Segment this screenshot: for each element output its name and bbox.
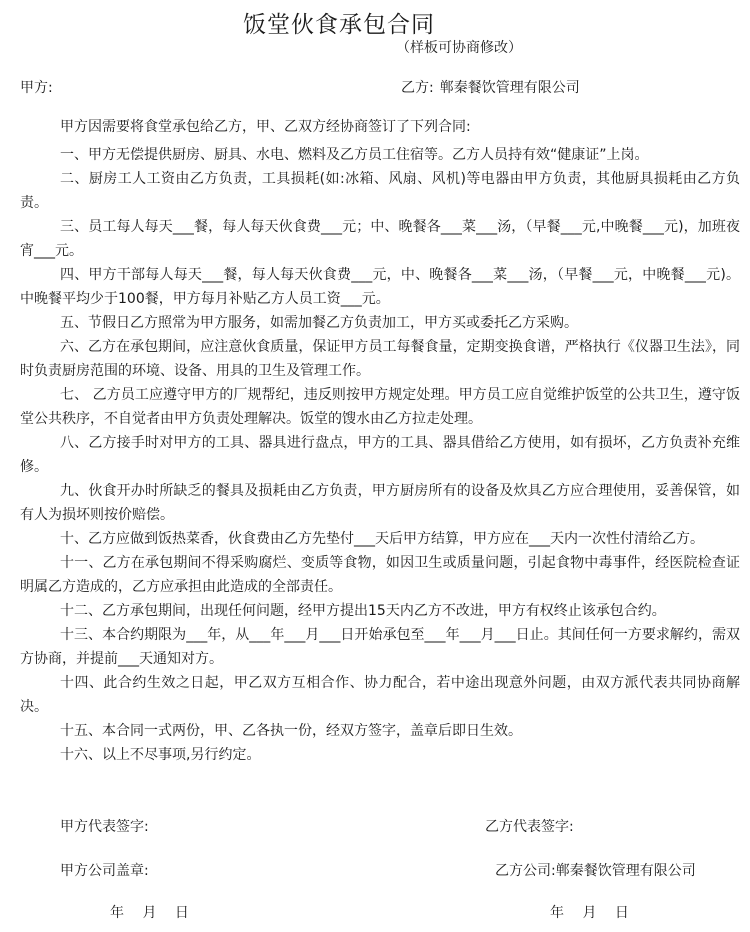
clause-14: 十四、此合约生效之日起，甲乙双方互相合作、协力配合，若中途出现意外问题，由双方派代表共同协商解决。 [20,675,740,715]
clause-15: 十五、本合同一式两份，甲、乙各执一份，经双方签字，盖章后即日生效。 [60,723,522,739]
clause-3: 三、员工每人每天___餐，每人每天伙食费___元；中、晚餐各___菜___汤，（早餐___元,中晚餐___元)，加班夜宵___元。 [20,219,740,259]
clause-10: 十、乙方应做到饭热菜香，伙食费由乙方先垫付___天后甲方结算，甲方应在___天内一次性付清给乙方。 [60,531,704,547]
contract-body [20,115,740,767]
clause-8: 八、乙方接手时对甲方的工具、器具进行盘点，甲方的工具、器具借给乙方使用，如有损坏，乙方负责补充维修。 [20,435,740,475]
party-b-company: 乙方公司:郸秦餐饮管理有限公司 [495,863,696,879]
contract-title [0,6,750,39]
clause-1: 一、甲方无偿提供厨房、厨具、水电、燃料及乙方员工住宿等。乙方人员持有效“健康证”上岗。 [60,147,649,163]
party-b-label: 乙方: [401,80,434,96]
contract-intro: 甲方因需要将食堂承包给乙方，甲、乙双方经协商签订了下列合同: [60,119,471,135]
party-a-company-seal: 甲方公司盖章: [60,863,149,879]
clause-5: 五、节假日乙方照常为甲方服务，如需加餐乙方负责加工，甲方买或委托乙方采购。 [60,315,578,331]
contract-subtitle: （样板可协商修改） [396,40,522,56]
party-b-name: 郸秦餐饮管理有限公司 [439,80,580,96]
party-a-date: 年 月 日 [110,905,189,921]
party-b [401,77,580,97]
clause-7: 七、 乙方员工应遵守甲方的厂规帮纪，违反则按甲方规定处理。甲方员工应自觉维护饭堂的公共卫生，遵守饭堂公共秩序，不自觉者由甲方负责处理解决。饭堂的馊水由乙方拉走处理。 [20,387,740,427]
clause-11: 十一、乙方在承包期间不得采购腐烂、变质等食物，如因卫生或质量问题，引起食物中毒事件，经医院检查证明属乙方造成的，乙方应承担由此造成的全部责任。 [20,555,740,595]
clause-16: 十六、以上不尽事项,另行约定。 [60,747,261,763]
clause-9: 九、伙食开办时所缺乏的餐具及损耗由乙方负责，甲方厨房所有的设备及炊具乙方应合理使用，妥善保管，如有人为损坏则按价赔偿。 [20,483,740,523]
party-a-label: 甲方: [20,80,53,96]
clause-4: 四、甲方干部每人每天___餐，每人每天伙食费___元，中、晚餐各___菜___汤，（早餐___元，中晚餐___元)。中晚餐平均少于100餐，甲方每月补贴乙方人员工资___元。 [20,267,740,307]
party-a-representative-signature: 甲方代表签字: [60,819,149,835]
party-b-representative-signature: 乙方代表签字: [485,819,574,835]
clause-6: 六、乙方在承包期间，应注意伙食质量，保证甲方员工每餐食量，定期变换食谱，严格执行《仪器卫生法》，同时负责厨房范围的环境、设备、用具的卫生及管理工作。 [20,339,740,379]
clause-2: 二、厨房工人工资由乙方负责，工具损耗(如:冰箱、风扇、风机)等电器由甲方负责，其他厨具损耗由乙方负责。 [20,171,740,211]
clause-13: 十三、本合约期限为___年，从___年___月___日开始承包至___年___月___日止。其间任何一方要求解约，需双方协商，并提前___天通知对方。 [20,627,740,667]
party-b-date: 年 月 日 [550,905,629,921]
contract-title-text: 饭堂伙食承包合同 [243,12,435,38]
clause-12: 十二、乙方承包期间，出现任何问题，经甲方提出15天内乙方不改进，甲方有权终止该承包合约。 [60,603,666,619]
